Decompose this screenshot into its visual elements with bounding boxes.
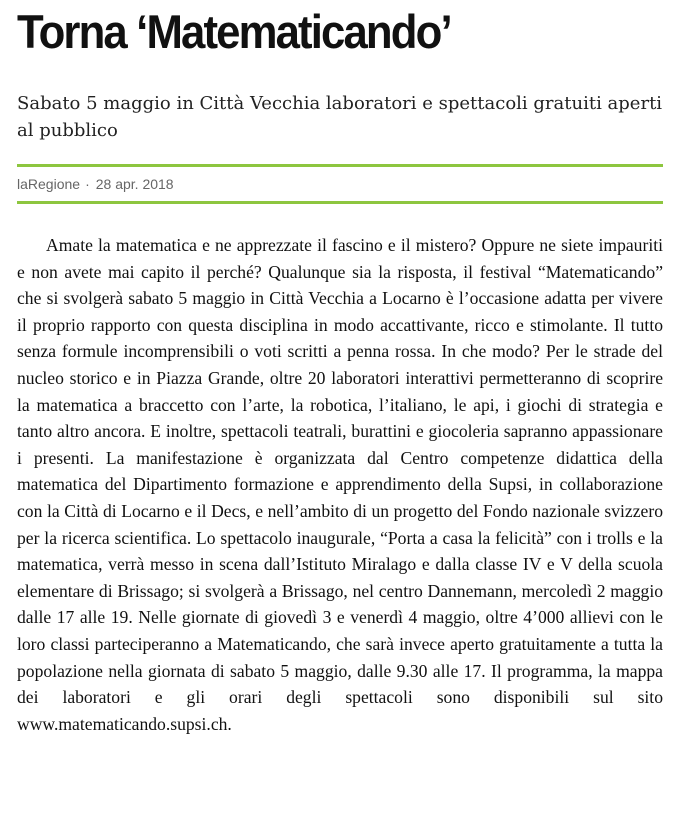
article-title: Torna ‘Matematicando’ bbox=[17, 5, 451, 58]
article-subtitle: Sabato 5 maggio in Città Vecchia laboratori e spettacoli gratuiti aperti al pubblico bbox=[17, 93, 663, 141]
meta-separator: · bbox=[85, 176, 90, 192]
article-meta bbox=[17, 175, 174, 193]
article-date: 28 apr. 2018 bbox=[95, 176, 174, 192]
article-body: Amate la matematica e ne apprezzate il fascino e il mistero? Oppure ne siete impauriti e non avete mai capito il perché? Qualunque sia la risposta, il festival “Matematicando” che si svolgerà sabato 5 maggio in Città Vecchia a Locarno è l’occasione adatta per vivere il proprio rapporto con questa disciplina in modo accattivante, ricco e stimolante. Il tutto senza formule incomprensibili o voti scritti a penna rossa. In che modo? Per le strade del nucleo storico e in Piazza Grande, oltre 20 laboratori interattivi permetteranno di scoprire la matematica a braccetto con l’arte, la robotica, l’italiano, le api, i giochi di strategia e tanto altro ancora. E inoltre, spettacoli teatrali, burattini e giocoleria sapranno appassionare i presenti. La manifestazione è organizzata dal Centro competenze didattica della matematica del Dipartimento formazione e apprendimento della Supsi, in collaborazione con la Città di Locarno e il Decs, e nell’ambito di un progetto del Fondo nazionale svizzero per la ricerca scientifica. Lo spettacolo inaugurale, “Porta a casa la felicità” con i trolls e la matematica, verrà messo in scena dall’Istituto Miralago e dalla classe IV e V della scuola elementare di Brissago; si svolgerà a Brissago, nel centro Dannemann, mercoledì 2 maggio dalle 17 alle 19. Nelle giornate di giovedì 3 e venerdì 4 maggio, oltre 4’000 allievi con le loro classi parteciperanno a Matematicando, che sarà invece aperto gratuitamente a tutta la popolazione nella giornata di sabato 5 maggio, dalle 9.30 alle 17. Il programma, la mappa dei laboratori e gli orari degli spettacoli sono disponibili sul sito www.matematicando.supsi.ch. bbox=[17, 235, 663, 734]
divider-bottom bbox=[17, 201, 663, 204]
article-source[interactable]: laRegione bbox=[17, 176, 81, 192]
divider-top bbox=[17, 164, 663, 167]
